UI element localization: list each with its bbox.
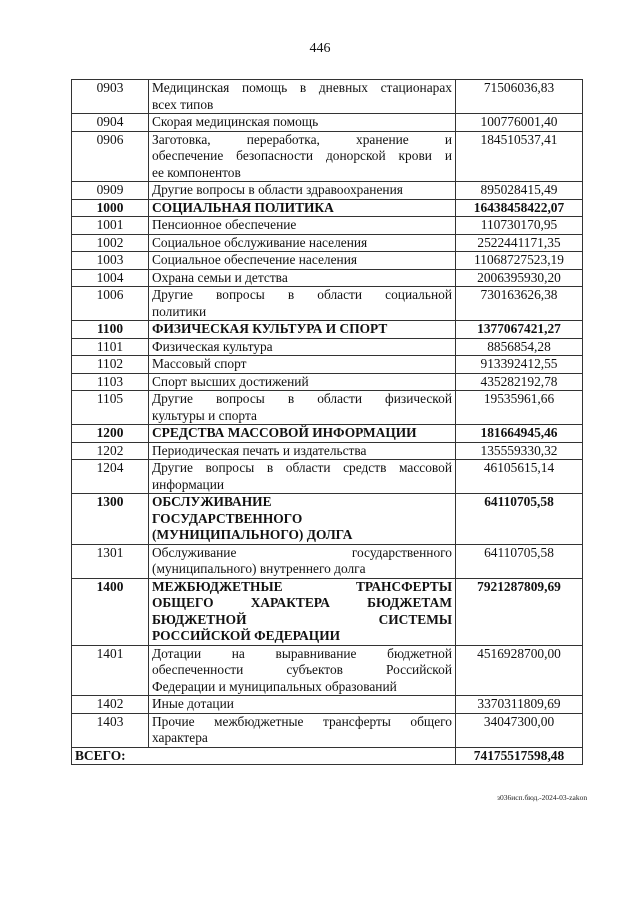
row-amount: 34047300,00 — [456, 713, 583, 747]
row-name-line: ОБЩЕГО ХАРАКТЕРА БЮДЖЕТАМ — [152, 595, 452, 610]
row-amount: 110730170,95 — [456, 217, 583, 235]
row-name-line: СОЦИАЛЬНАЯ ПОЛИТИКА — [152, 199, 334, 215]
table-row — [72, 199, 583, 217]
row-name — [149, 425, 456, 443]
total-amount: 74175517598,48 — [456, 747, 583, 765]
row-name — [149, 442, 456, 460]
row-name-line: Физическая культура — [152, 338, 273, 354]
row-name-line: характера — [152, 730, 208, 745]
row-name-line: (муниципального) внутреннего долга — [152, 561, 366, 576]
row-name-line: (МУНИЦИПАЛЬНОГО) ДОЛГА — [152, 527, 353, 542]
row-amount: 71506036,83 — [456, 80, 583, 114]
row-name-line: Другие вопросы в области здравоохранения — [152, 182, 403, 197]
row-code: 1400 — [72, 578, 149, 645]
row-code: 1401 — [72, 645, 149, 696]
table-row — [72, 182, 583, 200]
table-row — [72, 114, 583, 132]
row-name-line: Охрана семьи и детства — [152, 269, 288, 285]
row-amount: 64110705,58 — [456, 494, 583, 545]
table-row — [72, 645, 583, 696]
row-name-line: обеспечение безопасности донорской крови и — [152, 148, 452, 163]
table-row — [72, 338, 583, 356]
row-code: 1102 — [72, 356, 149, 374]
row-name-line: ОБСЛУЖИВАНИЕ — [152, 494, 272, 509]
row-name — [149, 494, 456, 545]
row-code: 0904 — [72, 114, 149, 132]
row-code: 1103 — [72, 373, 149, 391]
row-name-line: Другие вопросы в области физической — [152, 391, 452, 406]
row-name — [149, 287, 456, 321]
row-name — [149, 373, 456, 391]
row-amount: 730163626,38 — [456, 287, 583, 321]
total-row — [72, 747, 583, 765]
row-name-line: ее компонентов — [152, 164, 241, 180]
row-name-line: Медицинская помощь в дневных стационарах — [152, 80, 452, 95]
row-code: 1200 — [72, 425, 149, 443]
row-name — [149, 338, 456, 356]
row-name — [149, 114, 456, 132]
table-row — [72, 269, 583, 287]
table-row — [72, 356, 583, 374]
table-row — [72, 373, 583, 391]
row-name — [149, 80, 456, 114]
row-name — [149, 460, 456, 494]
row-amount: 181664945,46 — [456, 425, 583, 443]
row-amount: 435282192,78 — [456, 373, 583, 391]
table-row — [72, 544, 583, 578]
row-code: 1004 — [72, 269, 149, 287]
budget-table-body — [72, 80, 583, 748]
row-name-line: Заготовка, переработка, хранение и — [152, 131, 452, 147]
row-amount: 3370311809,69 — [456, 696, 583, 714]
document-footer-code: з036исп.бюд.-2024-03-zakon — [497, 793, 588, 802]
page-number: 446 — [309, 41, 331, 56]
table-row — [72, 252, 583, 270]
row-amount: 7921287809,69 — [456, 578, 583, 645]
row-code: 1402 — [72, 696, 149, 714]
row-name-line: РОССИЙСКОЙ ФЕДЕРАЦИИ — [152, 628, 341, 643]
row-name — [149, 645, 456, 696]
table-row — [72, 287, 583, 321]
row-name-line: Пенсионное обеспечение — [152, 217, 297, 232]
table-row — [72, 425, 583, 443]
row-code: 1001 — [72, 217, 149, 235]
row-name-line: Спорт высших достижений — [152, 373, 309, 389]
row-code: 1300 — [72, 494, 149, 545]
row-amount: 8856854,28 — [456, 338, 583, 356]
row-amount: 913392412,55 — [456, 356, 583, 374]
budget-table — [71, 79, 583, 765]
row-name — [149, 578, 456, 645]
row-name-line: СРЕДСТВА МАССОВОЙ ИНФОРМАЦИИ — [152, 425, 417, 440]
row-code: 0906 — [72, 131, 149, 182]
row-name-line: культуры и спорта — [152, 407, 257, 423]
row-code: 1105 — [72, 391, 149, 425]
row-name-line: Федерации и муниципальных образований — [152, 678, 397, 694]
row-name-line: Массовый спорт — [152, 356, 247, 371]
row-code: 1000 — [72, 199, 149, 217]
row-code: 1003 — [72, 252, 149, 270]
row-name — [149, 252, 456, 270]
row-name-line: Периодическая печать и издательства — [152, 442, 367, 458]
row-name — [149, 217, 456, 235]
row-code: 1100 — [72, 321, 149, 339]
row-name-line: политики — [152, 303, 207, 319]
table-row — [72, 713, 583, 747]
table-row — [72, 131, 583, 182]
row-code: 1403 — [72, 713, 149, 747]
row-amount: 64110705,58 — [456, 544, 583, 578]
row-amount: 100776001,40 — [456, 114, 583, 132]
row-amount: 11068727523,19 — [456, 252, 583, 270]
row-amount: 2006395930,20 — [456, 269, 583, 287]
row-name — [149, 356, 456, 374]
row-amount: 4516928700,00 — [456, 645, 583, 696]
row-name-line: Обслуживание государственного — [152, 544, 452, 560]
table-row — [72, 460, 583, 494]
row-name-line: Социальное обеспечение населения — [152, 252, 358, 267]
row-name-line: БЮДЖЕТНОЙ СИСТЕМЫ — [152, 611, 452, 627]
row-name — [149, 199, 456, 217]
table-row — [72, 494, 583, 545]
row-name-line: Социальное обслуживание населения — [152, 234, 368, 250]
row-name-line: Скорая медицинская помощь — [152, 114, 319, 129]
row-code: 0909 — [72, 182, 149, 200]
table-row — [72, 321, 583, 339]
row-name-line: Иные дотации — [152, 696, 234, 711]
row-name — [149, 234, 456, 252]
row-amount: 16438458422,07 — [456, 199, 583, 217]
row-amount: 2522441171,35 — [456, 234, 583, 252]
row-name-line: МЕЖБЮДЖЕТНЫЕ ТРАНСФЕРТЫ — [152, 578, 452, 594]
row-amount: 184510537,41 — [456, 131, 583, 182]
row-amount: 46105615,14 — [456, 460, 583, 494]
table-row — [72, 217, 583, 235]
row-name — [149, 321, 456, 339]
table-row — [72, 234, 583, 252]
row-name-line: Прочие межбюджетные трансферты общего — [152, 713, 452, 729]
row-name-line: информации — [152, 476, 225, 492]
table-row — [72, 442, 583, 460]
row-code: 1002 — [72, 234, 149, 252]
row-amount: 895028415,49 — [456, 182, 583, 200]
row-name-line: Другие вопросы в области социальной — [152, 287, 452, 302]
row-amount: 135559330,32 — [456, 442, 583, 460]
row-name-line: ГОСУДАРСТВЕННОГО — [152, 510, 303, 526]
row-name-line: ФИЗИЧЕСКАЯ КУЛЬТУРА И СПОРТ — [152, 321, 388, 336]
row-name-line: Другие вопросы в области средств массовой — [152, 460, 452, 475]
row-name-line: обеспеченности субъектов Российской — [152, 662, 452, 677]
table-row — [72, 696, 583, 714]
row-name — [149, 131, 456, 182]
table-row — [72, 391, 583, 425]
row-code: 1202 — [72, 442, 149, 460]
row-name — [149, 269, 456, 287]
row-name — [149, 391, 456, 425]
table-row — [72, 578, 583, 645]
row-code: 1301 — [72, 544, 149, 578]
total-label: ВСЕГО: — [72, 747, 456, 765]
row-name — [149, 544, 456, 578]
row-name — [149, 713, 456, 747]
row-code: 0903 — [72, 80, 149, 114]
row-amount: 1377067421,27 — [456, 321, 583, 339]
row-amount: 19535961,66 — [456, 391, 583, 425]
row-name — [149, 696, 456, 714]
row-code: 1204 — [72, 460, 149, 494]
table-row — [72, 80, 583, 114]
row-name-line: всех типов — [152, 96, 214, 112]
row-code: 1006 — [72, 287, 149, 321]
row-name-line: Дотации на выравнивание бюджетной — [152, 645, 452, 661]
row-name — [149, 182, 456, 200]
row-code: 1101 — [72, 338, 149, 356]
